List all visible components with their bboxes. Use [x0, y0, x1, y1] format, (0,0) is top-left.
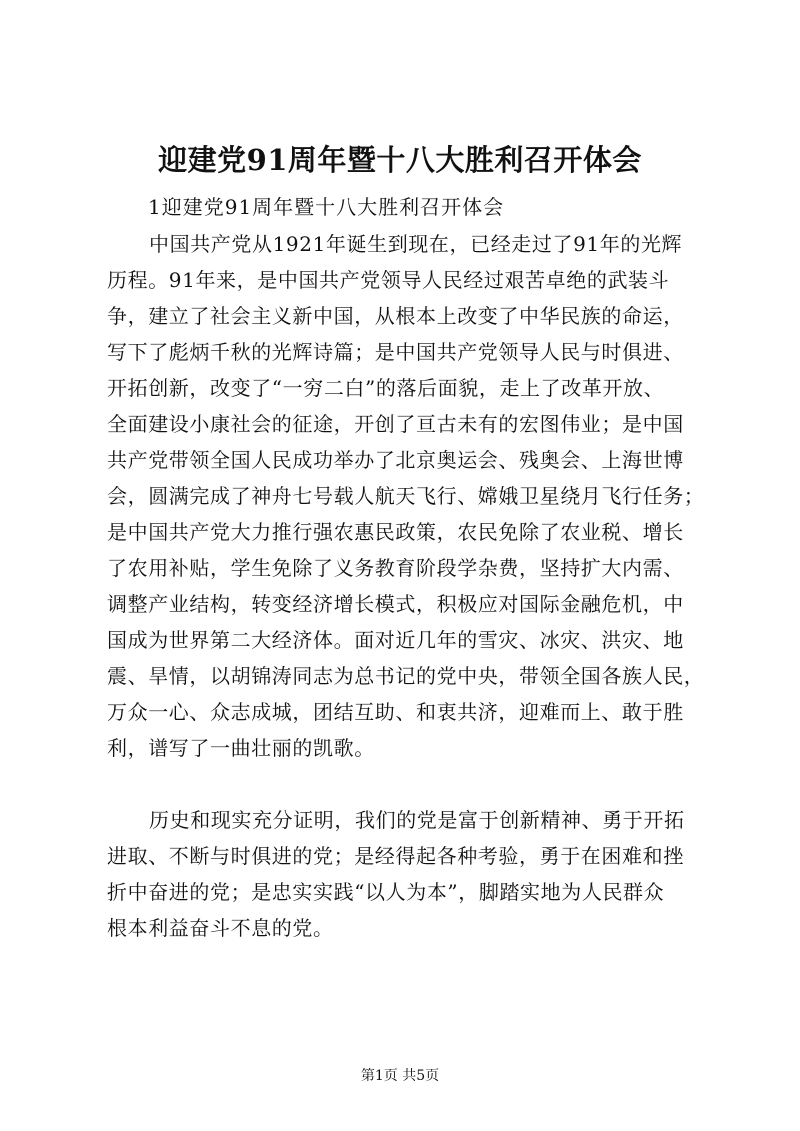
- paragraph-line: 全面建设小康社会的征途，开创了亘古未有的宏图伟业；是中国: [107, 412, 684, 436]
- paragraph-line: 历史和现实充分证明，我们的党是富于创新精神、勇于开拓: [149, 808, 685, 832]
- paragraph-2: [107, 802, 707, 946]
- paragraph-line: 万众一心、众志成城，团结互助、和衷共济，迎难而上、敢于胜: [107, 700, 684, 724]
- document-subtitle: 1迎建党91周年暨十八大胜利召开体会: [148, 195, 505, 219]
- paragraph-line: 共产党带领全国人民成功举办了北京奥运会、残奥会、上海世博: [107, 448, 684, 472]
- paragraph-line: 中国共产党从1921年诞生到现在，已经走过了91年的光辉: [149, 232, 683, 256]
- paragraph-line: 根本利益奋斗不息的党。: [107, 916, 334, 940]
- paragraph-line: 会，圆满完成了神舟七号载人航天飞行、嫦娥卫星绕月飞行任务；: [107, 484, 705, 508]
- paragraph-line: 国成为世界第二大经济体。面对近几年的雪灾、冰灾、洪灾、地: [107, 628, 684, 652]
- paragraph-line: 震、旱情，以胡锦涛同志为总书记的党中央，带领全国各族人民，: [107, 664, 705, 688]
- paragraph-line: 进取、不断与时俱进的党；是经得起各种考验，勇于在困难和挫: [107, 844, 684, 868]
- paragraph-line: 了农用补贴，学生免除了义务教育阶段学杂费，坚持扩大内需、: [107, 556, 684, 580]
- paragraph-line: 利，谱写了一曲壮丽的凯歌。: [107, 736, 375, 760]
- document-title: 迎建党91周年暨十八大胜利召开体会: [158, 143, 642, 177]
- paragraph-line: 历程。91年来，是中国共产党领导人民经过艰苦卓绝的武装斗: [107, 268, 670, 292]
- paragraph-line: 调整产业结构，转变经济增长模式，积极应对国际金融危机，中: [107, 592, 684, 616]
- paragraph-line: 写下了彪炳千秋的光辉诗篇；是中国共产党领导人民与时俱进、: [107, 340, 684, 364]
- paragraph-line: 开拓创新，改变了“一穷二白”的落后面貌，走上了改革开放、: [107, 376, 665, 400]
- paragraph-line: 是中国共产党大力推行强农惠民政策，农民免除了农业税、增长: [107, 520, 684, 544]
- paragraph-line: 争，建立了社会主义新中国，从根本上改变了中华民族的命运，: [107, 304, 684, 328]
- paragraph-1: [107, 226, 707, 766]
- page-number-footer: 第1页 共5页: [360, 1068, 440, 1084]
- paragraph-line: 折中奋进的党；是忠实实践“以人为本”，脚踏实地为人民群众: [107, 880, 665, 904]
